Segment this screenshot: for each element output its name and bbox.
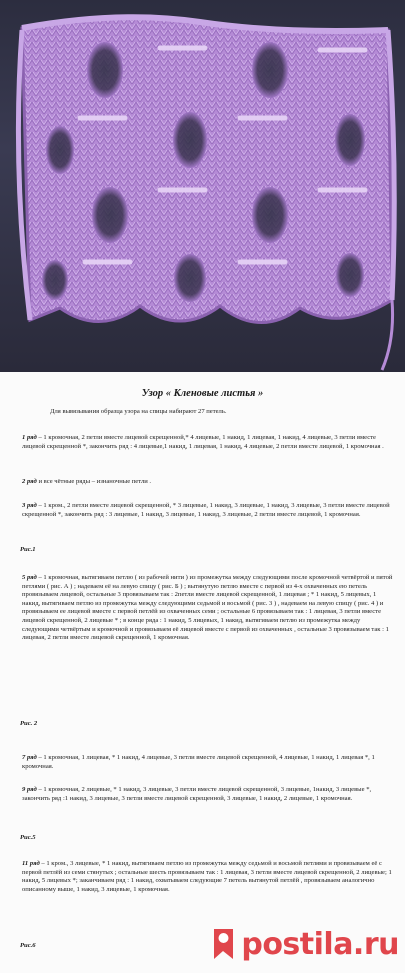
figure-caption: Рис.6: [20, 942, 36, 949]
row-7-instruction: [22, 754, 394, 771]
figure-caption: Рис.5: [20, 834, 36, 841]
row-2-instruction: [22, 478, 394, 487]
row-text: – 1 кромочная, 1 лицевая, * 1 накид, 4 лицевые, 3 петли вместе лицевой скрещенной, 4 лицевые, 1 накид, 1 лицевая *, 1 кромочная.: [22, 754, 375, 770]
pattern-title: Узор « Кленовые листья »: [141, 388, 264, 399]
row-1-instruction: [22, 434, 394, 451]
intro-text: Для вывязывания образца узора на спицы набирают 27 петель.: [50, 408, 227, 415]
row-5-instruction: [22, 574, 394, 643]
row-label: 11 ряд: [22, 860, 40, 867]
row-text: и все чётные ряды – изнаночные петли .: [36, 478, 152, 485]
row-label: 2 ряд: [22, 478, 37, 485]
row-text: – 1 кромочная, 2 лицевые, * 1 накид, 3 лицевые, 3 петли вместе лицевой скрещенной, 3 лицевые, 1накид, 3 лицевые *, закончить ряд :1 накид, 3 лицевые, 3 петли вместе лицевой скрещенной, 3 лицевые, 1 накид, 2 лицевые, 1 кромочная.: [22, 786, 372, 802]
row-label: 5 ряд: [22, 574, 37, 581]
postila-logo-icon: [211, 927, 237, 961]
row-label: 9 ряд: [22, 786, 37, 793]
postila-watermark-text: postila.ru: [241, 926, 399, 962]
row-text: – 1 кромочная, 2 петли вместе лицевой скрещенной,* 4 лицевые, 1 накид, 1 лицевая, 1 накид, 4 лицевые, 3 петли вместе лицевой скрещенной *, закончить ряд : 4 лицевые,1 накид, 1 лицевая, 1 накид, 4 лицевые, 2 петли вместе лицевой, 1 кромочная .: [22, 434, 384, 450]
instructions-document: [0, 372, 405, 973]
row-text: – 1 кромочная, вытягиваем петлю ( из рабочей нити ) из промежутка между следующими после кромочной четвёртой и пятой петлями ( рис. А ) ; надеваем её на левую спицу ( рис. Б ) ; вытянутую петлю вместе с первой из 4-х охваченных ею петель провязываем лицевой, остальные 3 провязываем так : 2петли вместе лицевой скрещенной, 1 лицевая ; * 1 накид, 5 лицевых, 1 накид, вытягиваем петлю из промежутка между следующими седьмой и восьмой ( рис. 3 ) , надеваем на левую спицу ( рис. 4 ) и провязываем ее лицевой вместе с первой петлёй из охваченных семи ; остальные 6 провязываем так : 1 лицевая, 3 петли вместе лицевой скрещенной, 2 лицевые * ; в конце ряда : 1 накид, 5 лицевых, 1 накид, вытягиваем петлю из промежутка между следующими четвёртым и кромочной и провязываем её лицевой вместе с первой из охваченных , остальные 3 провязываем так : 1 лицевая, 2 петли вместе лицевой скрещенной, 1 кромочная.: [22, 574, 393, 642]
row-11-instruction: [22, 860, 394, 894]
row-9-instruction: [22, 786, 394, 803]
figure-caption: Рис.1: [20, 546, 36, 553]
figure-caption: Рис. 2: [20, 720, 38, 727]
row-label: 3 ряд: [22, 502, 37, 509]
knitted-swatch-photo: [0, 0, 405, 372]
row-text: – 1 кром., 2 петли вместе лицевой скрещенной, * 3 лицевые, 1 накид, 3 лицевые, 1 накид, 3 лицевые, 3 петли вместе лицевой скрещенной *, закончить ряд : 3 лицевые, 1 накид, 3 лицевые, 1 накид, 3 лицевые, 2 петли вместе лицевой, 1 кромочная.: [22, 502, 390, 518]
row-label: 1 ряд: [22, 434, 37, 441]
row-3-instruction: [22, 502, 394, 519]
row-text: – 1 кром., 3 лицевые, * 1 накид, вытягиваем петлю из промежутка между седьмой и восьмой петлями и провязываем её с первой петлёй из семи стянутых ; остальные шесть провязываем так : 1 лицевая, 3 петли вместе лицевой скрещенной, 2 лицевые; 1 накид, 5 лицевых *; заканчиваем ряд : 1 накид, охватываем следующие 7 петель вытянутой петлёй , провязываем аналогично описанному выше, 1 накид, 3 лицевые, 1 кромочная.: [22, 860, 392, 893]
postila-watermark: [211, 925, 399, 963]
row-label: 7 ряд: [22, 754, 37, 761]
